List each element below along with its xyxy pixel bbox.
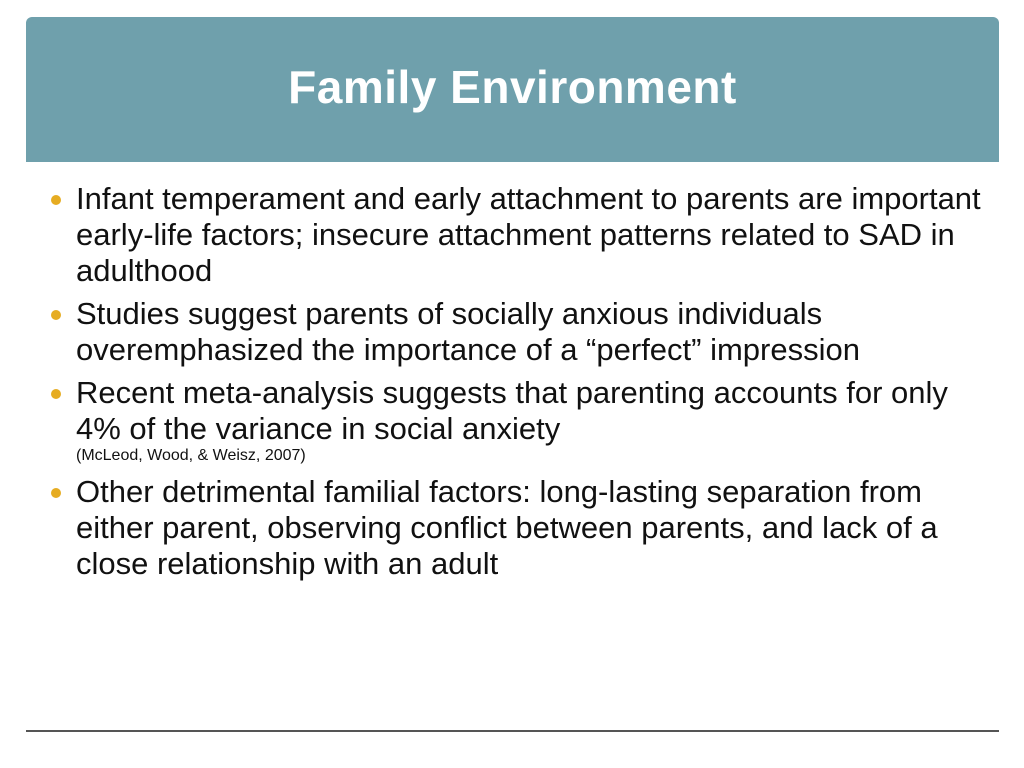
bullet-list [46, 181, 986, 582]
bullet-dot-icon [51, 488, 61, 498]
bullet-dot-icon [51, 389, 61, 399]
citation: (McLeod, Wood, & Weisz, 2007) [76, 447, 306, 464]
footer-divider [26, 730, 999, 732]
bullet-dot-icon [51, 310, 61, 320]
bullet-item [46, 181, 986, 289]
slide-title: Family Environment [288, 60, 737, 113]
slide-content [46, 181, 986, 589]
bullet-text: Studies suggest parents of socially anxious individuals overemphasized the importance of a “perfect” impression [76, 296, 860, 367]
bullet-item [46, 375, 986, 467]
bullet-text: Other detrimental familial factors: long-lasting separation from either parent, observing conflict between parents, and lack of a close relationship with an adult [76, 474, 938, 581]
bullet-dot-icon [51, 195, 61, 205]
bullet-item [46, 474, 986, 582]
bullet-item [46, 296, 986, 368]
bullet-text: Recent meta-analysis suggests that parenting accounts for only 4% of the variance in social anxiety [76, 375, 948, 446]
title-bar [26, 17, 999, 162]
bullet-text: Infant temperament and early attachment to parents are important early-life factors; insecure attachment patterns related to SAD in adulthood [76, 181, 981, 288]
